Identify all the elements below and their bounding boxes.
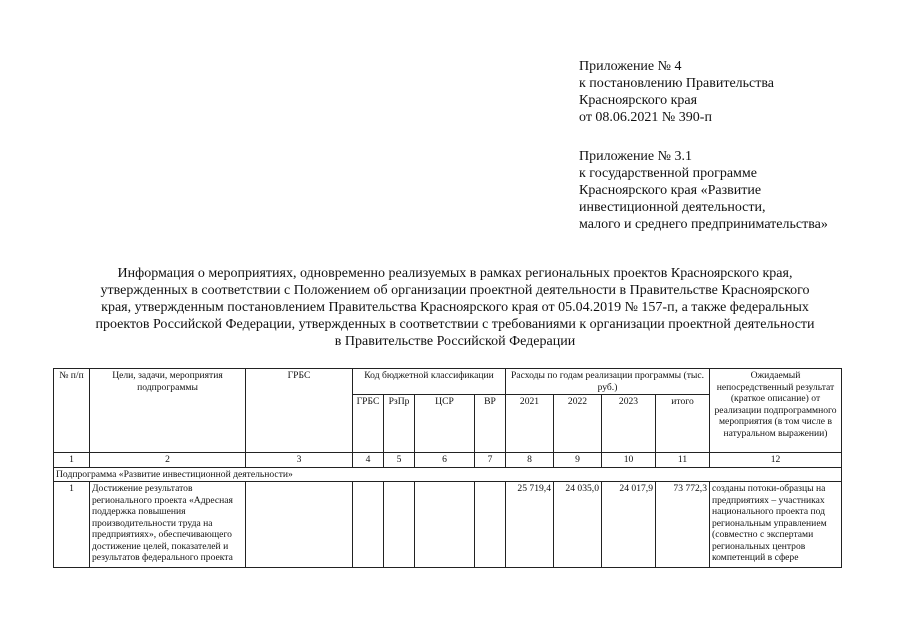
heading-line: утвержденных в соответствии с Положением об организации проектной деятельности в Правительстве Красноярского (100, 283, 810, 298)
row-2022: 24 035,0 (554, 482, 602, 568)
header-code-csr: ЦСР (415, 395, 475, 453)
row-code-rzpr (384, 482, 415, 568)
heading-line: Информация о мероприятиях, одновременно реализуемых в рамках региональных проектов Красноярского края, (117, 266, 793, 281)
table-row (54, 482, 842, 568)
appendix-line: Красноярского края «Развитие (579, 183, 762, 198)
row-code-vr (475, 482, 506, 568)
header-total: итого (656, 395, 710, 453)
appendix-line: Красноярского края (579, 93, 698, 108)
column-number: 12 (710, 453, 842, 468)
column-number: 2 (90, 453, 246, 468)
header-goals: Цели, задачи, мероприятия подпрограммы (90, 369, 246, 453)
column-number: 3 (246, 453, 353, 468)
header-year-2023: 2023 (602, 395, 656, 453)
row-expected-result: созданы потоки-образцы на предприятиях – участниках национального проекта под региональным управлением (совместно с экспертами региональных центров компетенций в сфере (710, 482, 842, 568)
subprogram-row (54, 467, 842, 482)
header-budget-code: Код бюджетной классификации (353, 369, 506, 395)
header-year-2022: 2022 (554, 395, 602, 453)
row-code-csr (415, 482, 475, 568)
column-number: 10 (602, 453, 656, 468)
activities-table (53, 368, 842, 568)
header-expected-result: Ожидаемый непосредственный результат (краткое описание) от реализации подпрограммного мероприятия (в том числе в натуральном выражении) (710, 369, 842, 453)
heading-line: проектов Российской Федерации, утвержденных в соответствии с требованиями к организации проектной деятельности (95, 317, 815, 332)
row-num: 1 (54, 482, 90, 568)
document-heading (40, 265, 870, 350)
column-number: 9 (554, 453, 602, 468)
header-expenses: Расходы по годам реализации программы (тыс. руб.) (506, 369, 710, 395)
row-code-grbs (353, 482, 384, 568)
appendix-line: Приложение № 4 (579, 59, 682, 74)
header-code-rzpr: РзПр (384, 395, 415, 453)
appendix-line: Приложение № 3.1 (579, 149, 692, 164)
row-2023: 24 017,9 (602, 482, 656, 568)
row-goal: Достижение результатов регионального проекта «Адресная поддержка повышения производительности труда на предприятиях», обеспечивающего достижение целей, показателей и результатов федерального проекта (90, 482, 246, 568)
header-num: № п/п (54, 369, 90, 453)
appendix-line: к государственной программе (579, 166, 757, 181)
heading-line: в Правительстве Российской Федерации (334, 334, 576, 349)
appendix-3-1-block (579, 148, 828, 233)
row-2021: 25 719,4 (506, 482, 554, 568)
row-total: 73 772,3 (656, 482, 710, 568)
column-number: 5 (384, 453, 415, 468)
header-year-2021: 2021 (506, 395, 554, 453)
column-number: 1 (54, 453, 90, 468)
appendix-line: малого и среднего предпринимательства» (579, 217, 828, 232)
header-code-vr: ВР (475, 395, 506, 453)
appendix-line: к постановлению Правительства (579, 76, 775, 91)
subprogram-title: Подпрограмма «Развитие инвестиционной деятельности» (54, 467, 842, 482)
column-number: 11 (656, 453, 710, 468)
column-number: 6 (415, 453, 475, 468)
column-number: 4 (353, 453, 384, 468)
row-grbs (246, 482, 353, 568)
column-number-row (54, 453, 842, 468)
header-grbs: ГРБС (246, 369, 353, 453)
column-number: 8 (506, 453, 554, 468)
heading-line: края, утвержденным постановлением Правительства Красноярского края от 05.04.2019 № 157-п, а также федеральных (101, 300, 809, 315)
appendix-4-block (579, 58, 774, 126)
appendix-line: от 08.06.2021 № 390-п (579, 110, 712, 125)
appendix-line: инвестиционной деятельности, (579, 200, 766, 215)
column-number: 7 (475, 453, 506, 468)
header-code-grbs: ГРБС (353, 395, 384, 453)
